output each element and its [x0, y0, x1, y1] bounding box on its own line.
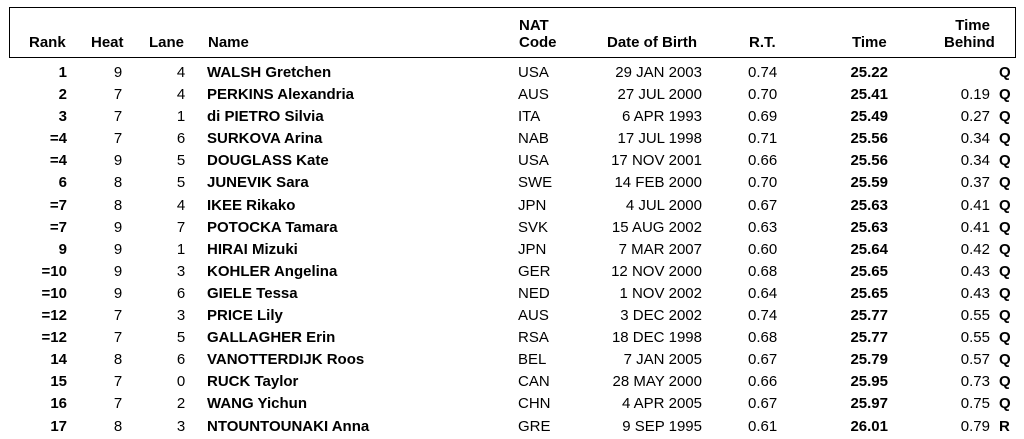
header-behind-line1: Time: [955, 17, 990, 34]
table-row: [0, 62, 1024, 84]
table-row: [0, 172, 1024, 194]
cell-nat: GRE: [518, 417, 551, 435]
cell-time: 26.01: [850, 417, 888, 435]
cell-heat: 7: [113, 130, 123, 148]
cell-time: 25.77: [850, 307, 888, 325]
cell-behind: 0.79: [960, 417, 990, 435]
cell-name: PERKINS Alexandria: [207, 86, 354, 104]
cell-heat: 7: [113, 108, 123, 126]
cell-time: 25.95: [850, 373, 888, 391]
cell-dob: 7 JAN 2005: [623, 351, 702, 369]
cell-name: GIELE Tessa: [207, 284, 298, 302]
cell-behind: 0.57: [960, 351, 990, 369]
cell-nat: CHN: [518, 395, 551, 413]
cell-name: SURKOVA Arina: [207, 130, 323, 148]
cell-time: 25.65: [850, 284, 888, 302]
cell-behind: 0.55: [960, 329, 990, 347]
cell-dob: 17 NOV 2001: [611, 152, 702, 170]
cell-rt: 0.74: [748, 307, 778, 325]
cell-rank: 3: [58, 108, 67, 126]
cell-behind: 0.34: [960, 130, 990, 148]
cell-lane: 4: [176, 196, 186, 214]
cell-nat: ITA: [518, 108, 541, 126]
table-row: [0, 239, 1024, 261]
cell-name: NTOUNTOUNAKI Anna: [207, 417, 370, 435]
cell-name: IKEE Rikako: [207, 196, 296, 214]
cell-nat: USA: [518, 64, 549, 81]
table-row: [0, 283, 1024, 305]
cell-q: Q: [999, 395, 1011, 413]
header-nat-line2: Code: [519, 34, 557, 51]
cell-behind: 0.19: [960, 86, 990, 104]
cell-heat: 7: [113, 395, 123, 413]
cell-rank: 14: [50, 351, 67, 369]
header-nat-code: [519, 17, 557, 51]
cell-rank: =4: [49, 152, 67, 170]
cell-name: WALSH Gretchen: [207, 64, 332, 81]
cell-dob: 29 JAN 2003: [615, 64, 702, 81]
cell-q: Q: [999, 218, 1011, 236]
header-behind-line2: Behind: [944, 34, 995, 51]
table-row: [0, 261, 1024, 283]
cell-q: Q: [999, 284, 1011, 302]
cell-name: KOHLER Angelina: [207, 262, 338, 280]
cell-dob: 4 APR 2005: [621, 395, 702, 413]
cell-nat: AUS: [518, 307, 549, 325]
cell-q: Q: [999, 307, 1011, 325]
cell-rank: =10: [41, 284, 67, 302]
cell-heat: 8: [113, 417, 123, 435]
cell-lane: 4: [176, 64, 186, 81]
cell-nat: NAB: [518, 130, 549, 148]
cell-behind: 0.27: [960, 108, 990, 126]
cell-dob: 1 NOV 2002: [619, 284, 702, 302]
cell-dob: 28 MAY 2000: [612, 373, 702, 391]
cell-dob: 14 FEB 2000: [614, 174, 702, 192]
header-rt: R.T.: [749, 34, 776, 51]
cell-rank: 15: [50, 373, 67, 391]
cell-nat: RSA: [518, 329, 549, 347]
cell-rt: 0.70: [748, 174, 778, 192]
cell-time: 25.97: [850, 395, 888, 413]
table-row: [0, 416, 1024, 438]
cell-name: RUCK Taylor: [207, 373, 299, 391]
cell-lane: 1: [176, 240, 186, 258]
cell-rt: 0.68: [748, 262, 778, 280]
cell-behind: 0.43: [960, 262, 990, 280]
cell-rt: 0.74: [748, 64, 778, 81]
table-row: [0, 371, 1024, 393]
cell-dob: 12 NOV 2000: [611, 262, 702, 280]
cell-name: WANG Yichun: [207, 395, 308, 413]
cell-name: DOUGLASS Kate: [207, 152, 329, 170]
cell-lane: 5: [176, 152, 186, 170]
table-row: [0, 84, 1024, 106]
cell-rank: 16: [50, 395, 67, 413]
cell-rank: =12: [41, 329, 67, 347]
table-row: [0, 106, 1024, 128]
table-row: [0, 217, 1024, 239]
cell-q: Q: [999, 329, 1011, 347]
table-header: [9, 7, 1016, 58]
cell-behind: 0.73: [960, 373, 990, 391]
cell-rt: 0.67: [748, 395, 778, 413]
cell-dob: 7 MAR 2007: [618, 240, 702, 258]
cell-rank: =7: [49, 218, 67, 236]
cell-heat: 7: [113, 329, 123, 347]
cell-dob: 17 JUL 1998: [617, 130, 702, 148]
cell-dob: 27 JUL 2000: [617, 86, 702, 104]
cell-rank: =7: [49, 196, 67, 214]
header-heat: Heat: [91, 34, 124, 51]
cell-q: Q: [999, 373, 1011, 391]
cell-heat: 9: [113, 284, 123, 302]
cell-nat: SVK: [518, 218, 549, 236]
cell-time: 25.49: [850, 108, 888, 126]
header-nat-line1: NAT: [519, 17, 549, 34]
cell-q: Q: [999, 196, 1011, 214]
cell-time: 25.79: [850, 351, 888, 369]
cell-rt: 0.66: [748, 152, 778, 170]
cell-time: 25.77: [850, 329, 888, 347]
cell-nat: CAN: [518, 373, 550, 391]
cell-lane: 6: [176, 351, 186, 369]
cell-time: 25.65: [850, 262, 888, 280]
cell-time: 25.22: [850, 64, 888, 81]
table-row: [0, 327, 1024, 349]
cell-name: JUNEVIK Sara: [207, 174, 309, 192]
table-row: [0, 128, 1024, 150]
cell-time: 25.59: [850, 174, 888, 192]
table-row: [0, 349, 1024, 371]
cell-heat: 9: [113, 240, 123, 258]
cell-behind: 0.43: [960, 284, 990, 302]
cell-lane: 1: [176, 108, 186, 126]
header-name: Name: [208, 34, 249, 51]
cell-rt: 0.64: [748, 284, 778, 302]
cell-lane: 4: [176, 86, 186, 104]
cell-lane: 7: [176, 218, 186, 236]
cell-rank: 9: [58, 240, 67, 258]
table-row: [0, 305, 1024, 327]
cell-heat: 9: [113, 218, 123, 236]
cell-behind: 0.42: [960, 240, 990, 258]
cell-rt: 0.66: [748, 373, 778, 391]
cell-rank: 6: [58, 174, 67, 192]
cell-name: POTOCKA Tamara: [207, 218, 338, 236]
cell-lane: 2: [176, 395, 186, 413]
cell-time: 25.63: [850, 218, 888, 236]
cell-heat: 7: [113, 307, 123, 325]
cell-heat: 9: [113, 64, 123, 81]
cell-heat: 8: [113, 351, 123, 369]
cell-behind: 0.41: [960, 196, 990, 214]
header-time-behind: [944, 17, 995, 51]
cell-q: Q: [999, 262, 1011, 280]
cell-nat: AUS: [518, 86, 549, 104]
cell-lane: 6: [176, 284, 186, 302]
cell-time: 25.56: [850, 152, 888, 170]
cell-name: HIRAI Mizuki: [207, 240, 298, 258]
cell-lane: 3: [176, 417, 186, 435]
cell-heat: 9: [113, 152, 123, 170]
cell-rank: 1: [58, 64, 67, 81]
cell-q: Q: [999, 240, 1011, 258]
cell-name: di PIETRO Silvia: [207, 108, 324, 126]
cell-q: Q: [999, 130, 1011, 148]
cell-rank: =12: [41, 307, 67, 325]
cell-rt: 0.67: [748, 196, 778, 214]
cell-dob: 9 SEP 1995: [622, 417, 702, 435]
cell-name: PRICE Lily: [207, 307, 283, 325]
header-lane: Lane: [149, 34, 185, 51]
header-rank: Rank: [29, 34, 66, 51]
cell-heat: 7: [113, 86, 123, 104]
cell-rt: 0.67: [748, 351, 778, 369]
cell-behind: 0.41: [960, 218, 990, 236]
cell-rank: 2: [58, 86, 67, 104]
cell-rt: 0.70: [748, 86, 778, 104]
header-dob: Date of Birth: [607, 34, 697, 51]
cell-nat: BEL: [518, 351, 547, 369]
cell-q: Q: [999, 86, 1011, 104]
cell-nat: GER: [518, 262, 551, 280]
cell-name: GALLAGHER Erin: [207, 329, 336, 347]
cell-behind: 0.75: [960, 395, 990, 413]
cell-q: Q: [999, 152, 1011, 170]
cell-rt: 0.71: [748, 130, 778, 148]
cell-heat: 7: [113, 373, 123, 391]
cell-behind: 0.55: [960, 307, 990, 325]
cell-time: 25.56: [850, 130, 888, 148]
cell-rank: =10: [41, 262, 67, 280]
cell-nat: JPN: [518, 196, 547, 214]
cell-dob: 15 AUG 2002: [611, 218, 702, 236]
cell-rt: 0.69: [748, 108, 778, 126]
cell-dob: 18 DEC 1998: [611, 329, 702, 347]
cell-rt: 0.63: [748, 218, 778, 236]
cell-rt: 0.61: [748, 417, 778, 435]
cell-lane: 0: [176, 373, 186, 391]
cell-dob: 6 APR 1993: [621, 108, 702, 126]
cell-nat: NED: [518, 284, 550, 302]
cell-heat: 9: [113, 262, 123, 280]
header-time: Time: [852, 34, 887, 51]
cell-behind: 0.34: [960, 152, 990, 170]
cell-behind: 0.37: [960, 174, 990, 192]
cell-lane: 5: [176, 329, 186, 347]
cell-nat: USA: [518, 152, 549, 170]
cell-time: 25.63: [850, 196, 888, 214]
cell-lane: 6: [176, 130, 186, 148]
cell-rt: 0.60: [748, 240, 778, 258]
cell-nat: JPN: [518, 240, 547, 258]
table-row: [0, 195, 1024, 217]
cell-lane: 3: [176, 307, 186, 325]
cell-time: 25.64: [850, 240, 888, 258]
cell-dob: 3 DEC 2002: [620, 307, 702, 325]
cell-q: Q: [999, 174, 1011, 192]
table-row: [0, 150, 1024, 172]
cell-q: Q: [999, 108, 1011, 126]
results-table-body: [0, 62, 1024, 438]
cell-lane: 3: [176, 262, 186, 280]
cell-lane: 5: [176, 174, 186, 192]
cell-rt: 0.68: [748, 329, 778, 347]
cell-heat: 8: [113, 196, 123, 214]
cell-name: VANOTTERDIJK Roos: [207, 351, 365, 369]
cell-q: R: [999, 417, 1010, 435]
table-row: [0, 393, 1024, 415]
cell-time: 25.41: [850, 86, 888, 104]
cell-nat: SWE: [518, 174, 553, 192]
cell-rank: =4: [49, 130, 67, 148]
cell-q: Q: [999, 64, 1011, 81]
cell-rank: 17: [50, 417, 67, 435]
cell-heat: 8: [113, 174, 123, 192]
cell-q: Q: [999, 351, 1011, 369]
cell-dob: 4 JUL 2000: [625, 196, 702, 214]
